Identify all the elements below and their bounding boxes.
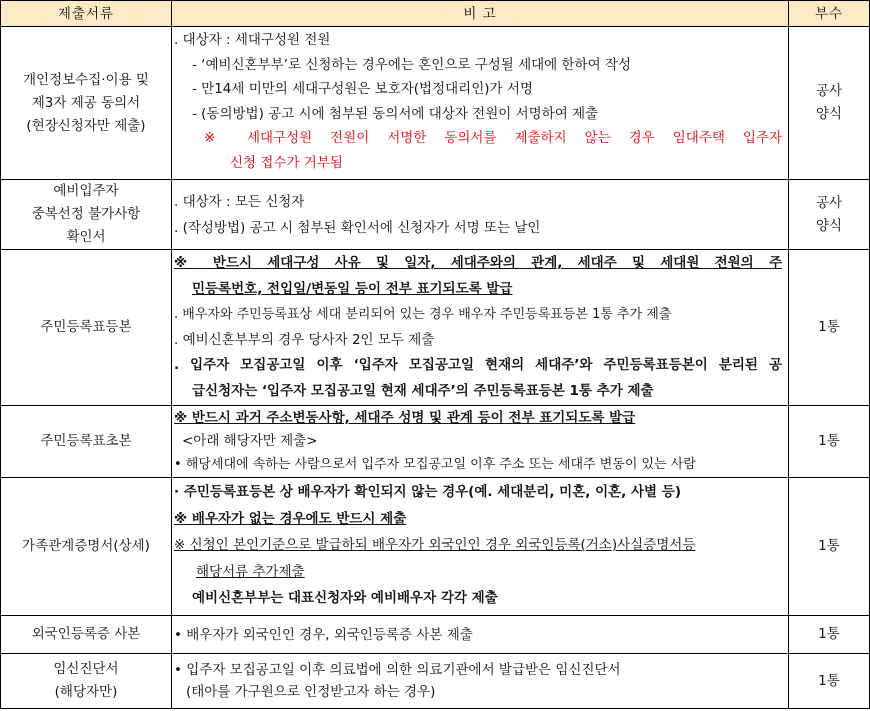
count-line: 1통: [818, 433, 840, 449]
count-line: 공사: [815, 83, 843, 99]
remarks-cell: [172, 616, 789, 654]
table-row: [1, 180, 870, 250]
remark-line: <아래 해당자만 제출>: [182, 433, 318, 449]
remark-line: 예비신혼부부는 대표신청자와 예비배우자 각각 제출: [192, 590, 498, 606]
doc-name-line: 예비입주자: [53, 183, 119, 199]
remark-line: · 주민등록표등본 상 배우자가 확인되지 않는 경우(예. 세대분리, 미혼, 이혼, 사별 등): [174, 484, 681, 500]
doc-name-line: 확인서: [66, 229, 106, 245]
count-line: 1통: [818, 319, 840, 335]
doc-name-line: (현장신청자만 제출): [26, 117, 146, 134]
count-cell: [789, 27, 870, 180]
remark-line: ※ 반드시 세대구성 사유 및 일자, 세대주와의 관계, 세대주 및 세대원 전원의 주: [174, 255, 782, 271]
doc-name-line: 주민등록표초본: [40, 433, 132, 449]
remark-line: • 해당세대에 속하는 사람으로서 입주자 모집공고일 이후 주소 또는 세대주 변동이 있는 사람: [174, 457, 696, 472]
doc-name-line: 중복선정 불가사항: [31, 206, 141, 222]
header-document: 제출서류: [1, 1, 172, 27]
doc-name-line: 임신진단서: [53, 661, 119, 677]
remark-line: - 만14세 미만의 세대구성원은 보호자(법정대리인)가 서명: [192, 81, 533, 97]
remarks-cell: [172, 654, 789, 709]
remark-line: (태아를 가구원으로 인정받고자 하는 경우): [186, 684, 436, 700]
remark-line: - ‘예비신혼부부’로 신청하는 경우에는 혼인으로 구성될 세대에 한하여 작성: [192, 56, 632, 73]
table-row: [1, 250, 870, 406]
remarks-cell: [172, 250, 789, 406]
remark-line: ※ 반드시 과거 주소변동사항, 세대주 성명 및 관계 등이 전부 표기되도록 발급: [174, 410, 636, 426]
table-row: [1, 406, 870, 478]
table-header-row: [1, 1, 870, 27]
count-cell: [789, 654, 870, 709]
remark-line: • 배우자가 외국인인 경우, 외국인등록증 사본 제출: [174, 626, 473, 643]
warning-line: 신청 접수가 거부됨: [230, 154, 343, 171]
doc-name-line: 외국인등록증 사본: [31, 626, 141, 642]
count-line: 공사: [815, 194, 843, 211]
remarks-cell: [172, 478, 789, 616]
remark-line: 민등록번호, 전입일/변동일 등이 전부 표기되도록 발급: [192, 280, 513, 297]
doc-name-cell: [1, 654, 172, 709]
doc-name-line: 가족관계증명서(상세): [22, 538, 150, 554]
remarks-cell: [172, 27, 789, 180]
count-line: 양식: [815, 106, 843, 122]
count-cell: [789, 406, 870, 478]
doc-name-line: 제3자 제공 동의서: [31, 94, 141, 111]
doc-name-line: 주민등록표등본: [40, 319, 132, 335]
count-cell: [789, 478, 870, 616]
table-row: [1, 27, 870, 180]
remark-line: 급신청자는 ‘입주자 모집공고일 현재 세대주’의 주민등록표등본 1통 추가 제출: [192, 382, 654, 399]
remark-line: ※ 신청인 본인기준으로 발급하되 배우자가 외국인인 경우 외국인등록(거소)사실증명서등: [174, 537, 696, 553]
remarks-cell: [172, 406, 789, 478]
remark-line: . 대상자 : 세대구성원 전원: [174, 32, 331, 48]
warning-line: ※ 세대구성원 전원이 서명한 동의서를 제출하지 않는 경우 임대주택 입주자: [204, 130, 782, 146]
remark-line: 해당서류 추가제출: [196, 563, 305, 580]
remark-line: . 대상자 : 모든 신청자: [174, 193, 305, 210]
count-cell: [789, 616, 870, 654]
count-cell: [789, 180, 870, 250]
table-row: [1, 616, 870, 654]
doc-name-cell: [1, 616, 172, 654]
count-line: 1통: [818, 672, 840, 689]
count-line: 1통: [818, 626, 840, 642]
remark-line: • 입주자 모집공고일 이후 의료법에 의한 의료기관에서 발급받은 임신진단서: [174, 662, 621, 678]
remark-line: . (작성방법) 공고 시 첨부된 확인서에 신청자가 서명 또는 날인: [174, 219, 541, 236]
count-line: 양식: [815, 217, 843, 234]
doc-name-cell: [1, 478, 172, 616]
doc-name-line: 개인정보수집·이용 및: [23, 71, 149, 88]
remark-line: . 예비신혼부부의 경우 당사자 2인 모두 제출: [174, 331, 435, 348]
count-line: 1통: [818, 538, 840, 554]
doc-name-cell: [1, 27, 172, 180]
header-count: 부수: [789, 1, 870, 27]
remark-line: ※ 배우자가 없는 경우에도 반드시 제출: [174, 510, 407, 527]
remark-line: . 배우자와 주민등록표상 세대 분리되어 있는 경우 배우자 주민등록표등본 1통 추가 제출: [174, 307, 672, 322]
doc-name-cell: [1, 250, 172, 406]
doc-name-line: (해당자만): [54, 684, 118, 700]
remark-line: - (동의방법) 공고 시에 첨부된 동의서에 대상자 전원이 서명하여 제출: [192, 105, 599, 122]
header-remarks: 비 고: [172, 1, 789, 27]
table-row: [1, 478, 870, 616]
doc-name-cell: [1, 406, 172, 478]
remarks-cell: [172, 180, 789, 250]
table-row: [1, 654, 870, 709]
remark-line: . 입주자 모집공고일 이후 ‘입주자 모집공고일 현재의 세대주’와 주민등록표등본이 분리된 공: [174, 357, 782, 373]
doc-name-cell: [1, 180, 172, 250]
count-cell: [789, 250, 870, 406]
